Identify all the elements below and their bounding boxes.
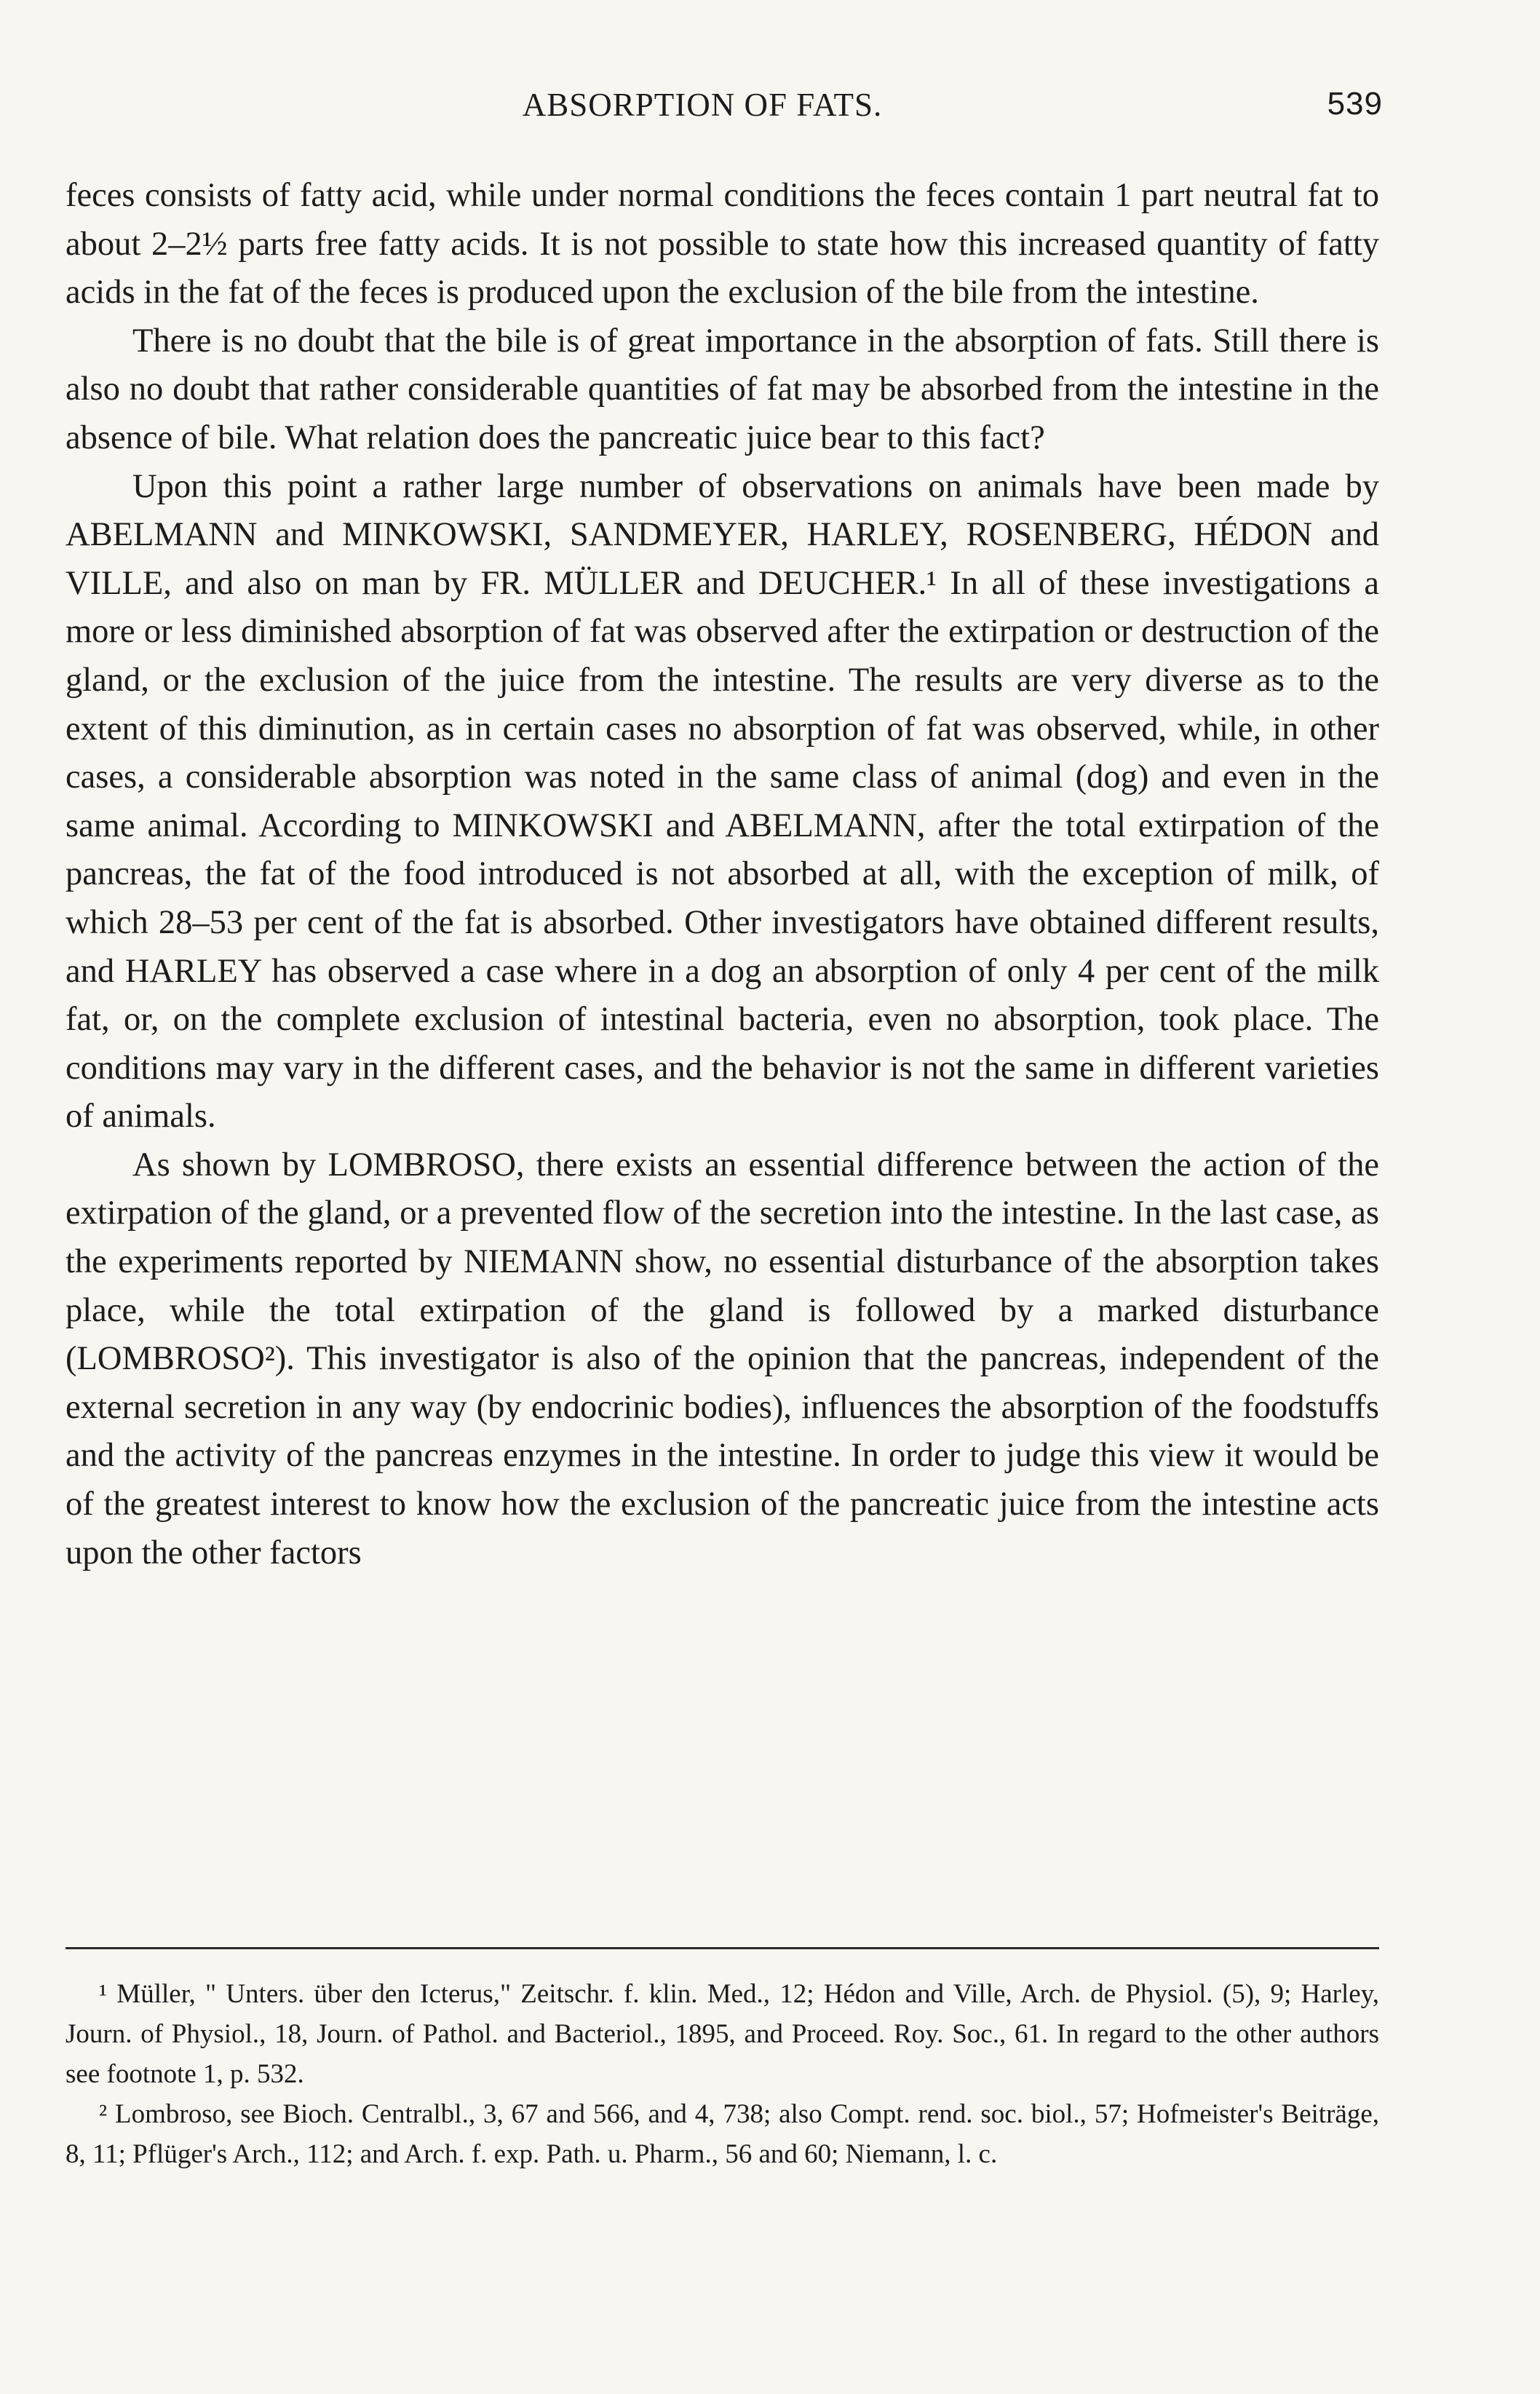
footnotes [66, 1974, 1379, 2174]
paragraph-continuation: feces consists of fatty acid, while under normal conditions the feces contain 1 part neutral fat to about 2–2½ parts free fatty acids. It is not possible to state how this increased quantity of fatty acids in the fat of the feces is produced upon the exclusion of the bile from the intestine. [66, 177, 1379, 312]
paragraph-observations: Upon this point a rather large number of observations on animals have been made by ABELMANN and MINKOWSKI, SANDMEYER, HARLEY, ROSENBERG, HÉDON and VILLE, and also on man by FR. MÜLLER and DEUCHER.¹ In all of these investigations a more or less diminished absorption of fat was observed after the extirpation or destruction of the gland, or the exclusion of the juice from the intestine. The results are very diverse as to the extent of this diminution, as in certain cases no absorption of fat was observed, while, in other cases, a considerable absorption was noted in the same class of animal (dog) and even in the same animal. According to MINKOWSKI and ABELMANN, after the total extirpation of the pancreas, the fat of the food introduced is not absorbed at all, with the exception of milk, of which 28–53 per cent of the fat is absorbed. Other investigators have obtained different results, and HARLEY has observed a case where in a dog an absorption of only 4 per cent of the milk fat, or, on the complete exclusion of intestinal bacteria, even no absorption, took place. The conditions may vary in the different cases, and the behavior is not the same in different varieties of animals. [66, 467, 1379, 1135]
running-title: ABSORPTION OF FATS. [522, 87, 883, 123]
running-header [66, 86, 1383, 130]
footnote-2: ² Lombroso, see Bioch. Centralbl., 3, 67 and 566, and 4, 738; also Compt. rend. soc. biol., 57; Hofmeister's Beiträge, 8, 11; Pflüger's Arch., 112; and Arch. f. exp. Path. u. Pharm., 56 and 60; Niemann, l. c. [66, 2099, 1379, 2169]
paragraph-lombroso: As shown by LOMBROSO, there exists an essential difference between the action of the extirpation of the gland, or a prevented flow of the secretion into the intestine. In the last case, as the experiments reported by NIEMANN show, no essential disturbance of the absorption takes place, while the total extirpation of the gland is followed by a marked disturbance (LOMBROSO²). This investigator is also of the opinion that the pancreas, independent of the external secretion in any way (by endocrinic bodies), influences the absorption of the foodstuffs and the activity of the pancreas enzymes in the intestine. In order to judge this view it would be of the greatest interest to know how the exclusion of the pancreatic juice from the intestine acts upon the other factors [66, 1146, 1379, 1571]
paragraph-bile-importance: There is no doubt that the bile is of great importance in the absorption of fats. Still there is also no doubt that rather considerable quantities of fat may be absorbed from the intestine in the absence of bile. What relation does the pancreatic juice bear to this fact? [66, 322, 1379, 456]
page-number: 539 [1327, 86, 1383, 122]
footnote-divider [66, 1947, 1379, 1949]
main-text [66, 172, 1379, 1577]
footnote-1: ¹ Müller, " Unters. über den Icterus," Zeitschr. f. klin. Med., 12; Hédon and Ville, Arch. de Physiol. (5), 9; Harley, Journ. of Physiol., 18, Journ. of Pathol. and Bacteriol., 1895, and Proceed. Roy. Soc., 61. In regard to the other authors see footnote 1, p. 532. [66, 1979, 1379, 2089]
